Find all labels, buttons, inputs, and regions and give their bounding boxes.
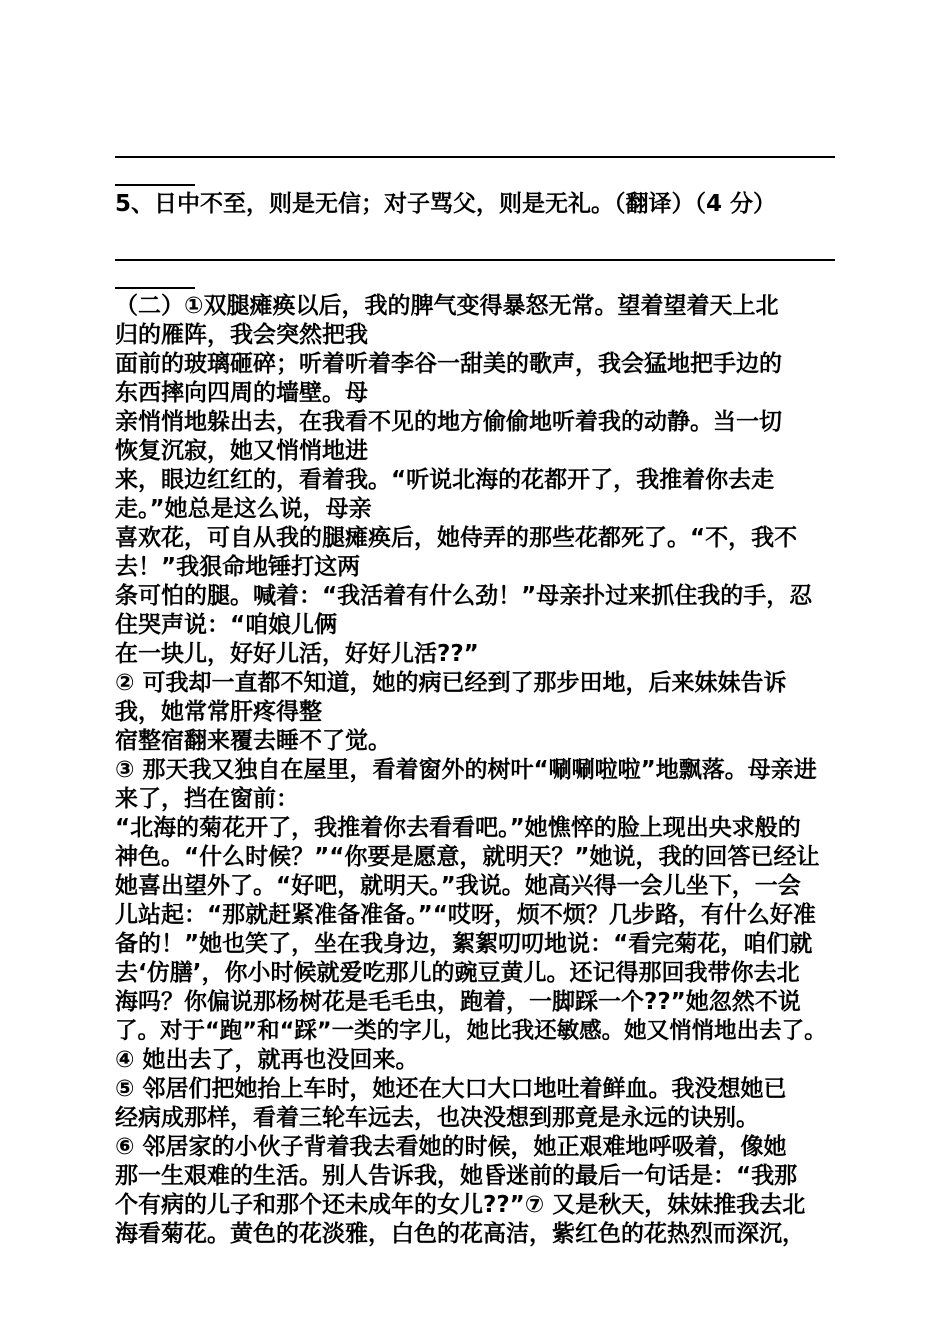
passage-line: 恢复沉寂，她又悄悄地进	[115, 438, 368, 464]
passage-line: 来了，挡在窗前：	[115, 786, 299, 812]
passage-line: ⑤ 邻居们把她抬上车时，她还在大口大口地吐着鲜血。我没想她已	[115, 1076, 787, 1102]
passage-line: 宿整宿翻来覆去睡不了觉。	[115, 728, 391, 754]
passage-line: 东西摔向四周的墙壁。母	[115, 380, 368, 406]
passage-line: 来，眼边红红的，看着我。“听说北海的花都开了，我推着你去走	[115, 467, 775, 493]
passage-line: 海看菊花。黄色的花淡雅，白色的花高洁，紫红色的花热烈而深沉，	[115, 1221, 805, 1247]
passage-line: 经病成那样，看着三轮车远去，也决没想到那竟是永远的诀别。	[115, 1105, 759, 1131]
passage-line: 住哭声说：“咱娘儿俩	[115, 612, 338, 638]
passage-line: ④ 她出去了，就再也没回来。	[115, 1047, 419, 1073]
passage-line: 儿站起：“那就赶紧准备准备。”“哎呀，烦不烦？几步路，有什么好准	[115, 902, 816, 928]
passage-line: ③ 那天我又独自在屋里，看着窗外的树叶“唰唰啦啦”地飘落。母亲进	[115, 757, 817, 783]
passage-line: 归的雁阵，我会突然把我	[115, 322, 368, 348]
passage-line: （二）①双腿瘫痪以后，我的脾气变得暴怒无常。望着望着天上北	[115, 293, 779, 319]
passage-line: 在一块儿，好好儿活，好好儿活??”	[115, 641, 479, 667]
passage-line: 了。对于“跑”和“踩”一类的字儿，她比我还敏感。她又悄悄地出去了。	[115, 1018, 827, 1044]
passage-line: 备的！”她也笑了，坐在我身边，絮絮叨叨地说：“看完菊花，咱们就	[115, 931, 813, 957]
passage-line: 海吗？你偏说那杨树花是毛毛虫，跑着，一脚踩一个??”她忽然不说	[115, 989, 801, 1015]
answer-blank-line[interactable]	[115, 259, 835, 261]
answer-blank-line[interactable]	[115, 156, 835, 158]
passage-line: ② 可我却一直都不知道，她的病已经到了那步田地，后来妹妹告诉	[115, 670, 787, 696]
passage-line: 去‘仿膳’，你小时候就爱吃那儿的豌豆黄儿。还记得那回我带你去北	[115, 960, 800, 986]
passage-line: 神色。“什么时候？”“你要是愿意，就明天？”她说，我的回答已经让	[115, 844, 820, 870]
passage-line: 走。”她总是这么说，母亲	[115, 496, 372, 522]
passage-line: “北海的菊花开了，我推着你去看看吧。”她憔悴的脸上现出央求般的	[115, 815, 801, 841]
passage-line: 个有病的儿子和那个还未成年的女儿??”⑦ 又是秋天，妹妹推我去北	[115, 1192, 806, 1218]
passage-line: 那一生艰难的生活。别人告诉我，她昏迷前的最后一句话是：“我那	[115, 1163, 798, 1189]
passage-line: ⑥ 邻居家的小伙子背着我去看她的时候，她正艰难地呼吸着，像她	[115, 1134, 787, 1160]
passage-line: 条可怕的腿。喊着：“我活着有什么劲！”母亲扑过来抓住我的手，忍	[115, 583, 813, 609]
passage-line: 亲悄悄地躲出去，在我看不见的地方偷偷地听着我的动静。当一切	[115, 409, 782, 435]
answer-blank-line-tail	[115, 184, 195, 186]
question-5: 5、日中不至，则是无信；对子骂父，则是无礼。（翻译）（4 分）	[115, 191, 777, 217]
passage-line: 喜欢花，可自从我的腿瘫痪后，她侍弄的那些花都死了。“不，我不	[115, 525, 798, 551]
passage-line: 面前的玻璃砸碎；听着听着李谷一甜美的歌声，我会猛地把手边的	[115, 351, 782, 377]
answer-blank-line-tail	[115, 287, 195, 289]
passage-line: 我，她常常肝疼得整	[115, 699, 322, 725]
passage-line: 她喜出望外了。“好吧，就明天。”我说。她高兴得一会儿坐下，一会	[115, 873, 801, 899]
passage-line: 去！”我狠命地锤打这两	[115, 554, 361, 580]
